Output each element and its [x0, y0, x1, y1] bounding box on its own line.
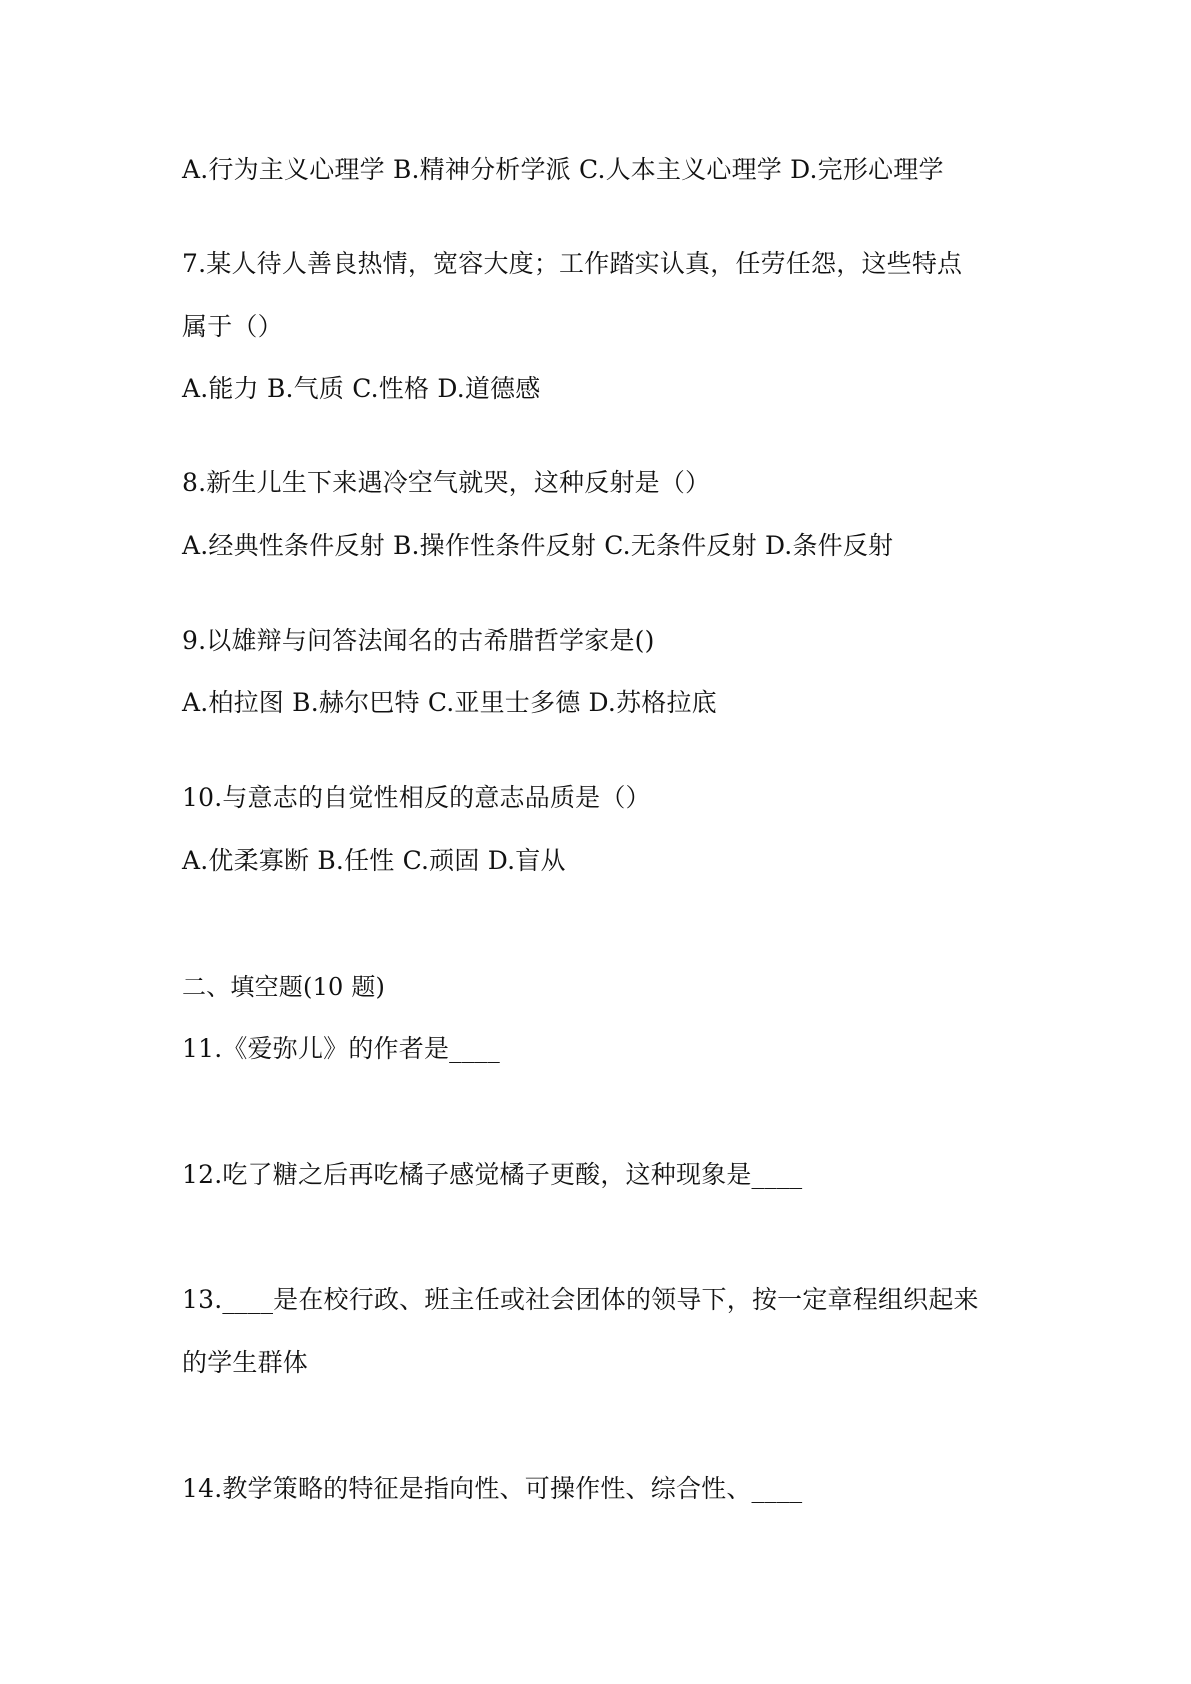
question-12-stem: 12.吃了糖之后再吃橘子感觉橘子更酸，这种现象是____ — [182, 1160, 803, 1189]
question-10-stem: 10.与意志的自觉性相反的意志品质是（） — [182, 783, 651, 812]
question-9-stem: 9.以雄辩与问答法闻名的古希腊哲学家是() — [182, 626, 655, 655]
question-7-options: A.能力 B.气质 C.性格 D.道德感 — [182, 374, 541, 403]
question-6-options: A.行为主义心理学 B.精神分析学派 C.人本主义心理学 D.完形心理学 — [182, 155, 944, 184]
question-13-stem-line-1: 13.____是在校行政、班主任或社会团体的领导下，按一定章程组织起来 — [182, 1285, 979, 1314]
question-7-stem-line-1: 7.某人待人善良热情，宽容大度；工作踏实认真，任劳任怨，这些特点 — [182, 249, 963, 278]
question-10-options: A.优柔寡断 B.任性 C.顽固 D.盲从 — [182, 846, 566, 875]
question-14-stem: 14.教学策略的特征是指向性、可操作性、综合性、____ — [182, 1474, 803, 1503]
section-title-fill-in: 二、填空题(10 题) — [182, 973, 386, 1001]
question-11-stem: 11.《爱弥儿》的作者是____ — [182, 1034, 500, 1063]
question-7-stem-line-2: 属于（） — [182, 312, 283, 341]
question-8-stem: 8.新生儿生下来遇冷空气就哭，这种反射是（） — [182, 468, 711, 497]
question-13-stem-line-2: 的学生群体 — [182, 1348, 309, 1377]
question-8-options: A.经典性条件反射 B.操作性条件反射 C.无条件反射 D.条件反射 — [182, 531, 894, 560]
question-9-options: A.柏拉图 B.赫尔巴特 C.亚里士多德 D.苏格拉底 — [182, 688, 717, 717]
